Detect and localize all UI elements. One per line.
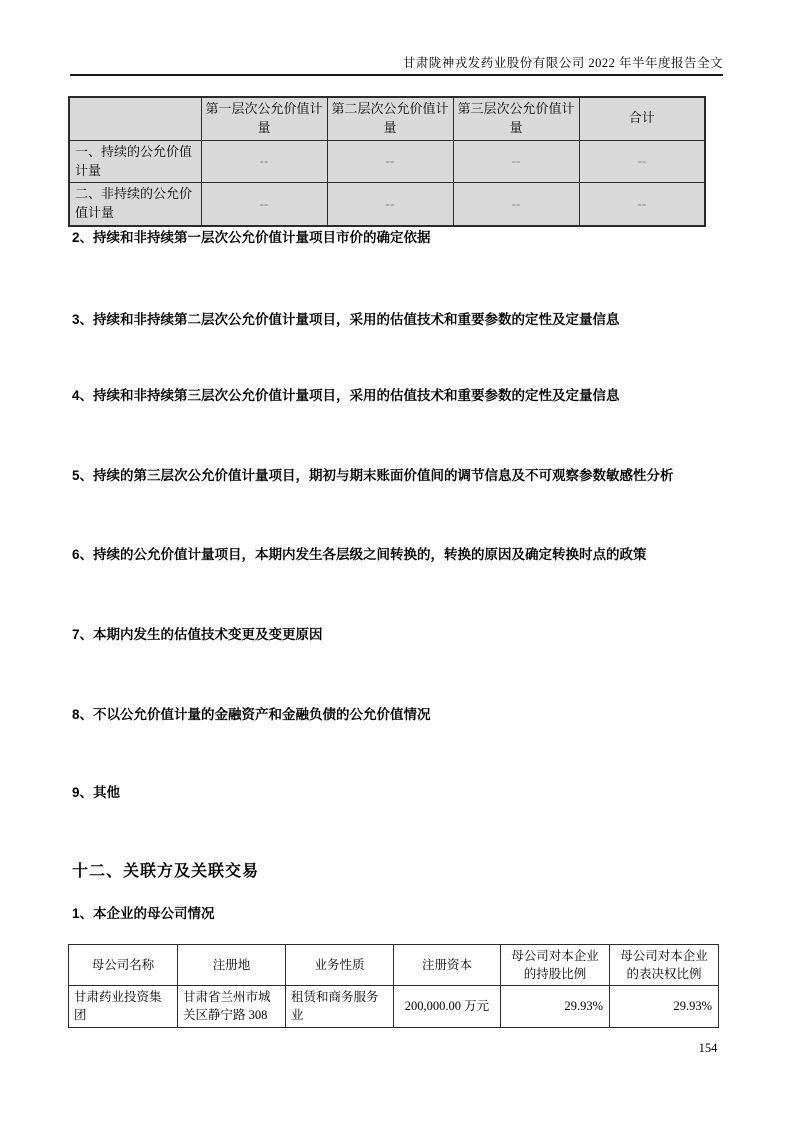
pc-col-voting-ratio: 母公司对本企业的表决权比例 [610,945,719,986]
parent-company-table [68,944,719,1028]
page-header-title: 甘肃陇神戎发药业股份有限公司 2022 年半年度报告全文 [402,56,723,70]
pc-cell-voting-ratio: 29.93% [610,986,719,1027]
heading-7: 7、本期内发生的估值技术变更及变更原因 [72,627,323,642]
pc-col-registered-place: 注册地 [178,945,286,986]
fv-cell: -- [453,183,579,226]
pc-cell-registered-place: 甘肃省兰州市城关区静宁路 308 [178,986,286,1027]
heading-4: 4、持续和非持续第三层次公允价值计量项目，采用的估值技术和重要参数的定性及定量信息 [72,388,620,403]
section-subtitle: 1、本企业的母公司情况 [72,906,215,921]
heading-6: 6、持续的公允价值计量项目，本期内发生各层级之间转换的，转换的原因及确定转换时点的政策 [72,547,647,562]
pc-col-registered-capital: 注册资本 [394,945,501,986]
fv-cell: -- [327,140,453,183]
fv-col-blank [69,97,201,140]
pc-cell-business-nature: 租赁和商务服务业 [286,986,394,1027]
fv-cell: -- [327,183,453,226]
table-row [69,140,705,183]
fv-cell: -- [201,140,327,183]
fv-cell: -- [579,183,705,226]
fv-col-total: 合计 [579,97,705,140]
table-row [69,986,719,1027]
fv-col-level2: 第二层次公允价值计量 [327,97,453,140]
heading-2: 2、持续和非持续第一层次公允价值计量项目市价的确定依据 [72,230,431,245]
fair-value-header-row [69,97,705,140]
table-row [69,183,705,226]
pc-cell-name: 甘肃药业投资集团 [69,986,178,1027]
fv-cell: -- [579,140,705,183]
fv-row-label: 二、非持续的公允价值计量 [69,183,201,226]
fv-row-label: 一、持续的公允价值计量 [69,140,201,183]
fv-col-level1: 第一层次公允价值计量 [201,97,327,140]
pc-col-shareholding-ratio: 母公司对本企业的持股比例 [501,945,610,986]
fv-cell: -- [453,140,579,183]
fv-col-level3: 第三层次公允价值计量 [453,97,579,140]
fair-value-table [68,96,706,227]
pc-cell-shareholding-ratio: 29.93% [501,986,610,1027]
heading-9: 9、其他 [72,785,121,800]
pc-cell-registered-capital: 200,000.00 万元 [394,986,501,1027]
heading-5: 5、持续的第三层次公允价值计量项目，期初与期末账面价值间的调节信息及不可观察参数敏感性分析 [72,468,674,483]
fv-cell: -- [201,183,327,226]
parent-company-header-row [69,945,719,986]
heading-3: 3、持续和非持续第二层次公允价值计量项目，采用的估值技术和重要参数的定性及定量信息 [72,312,620,327]
pc-col-business-nature: 业务性质 [286,945,394,986]
pc-col-name: 母公司名称 [69,945,178,986]
page-number: 154 [698,1041,718,1055]
heading-8: 8、不以公允价值计量的金融资产和金融负债的公允价值情况 [72,707,431,722]
section-title: 十二、关联方及关联交易 [72,863,260,880]
header-rule [70,74,723,76]
